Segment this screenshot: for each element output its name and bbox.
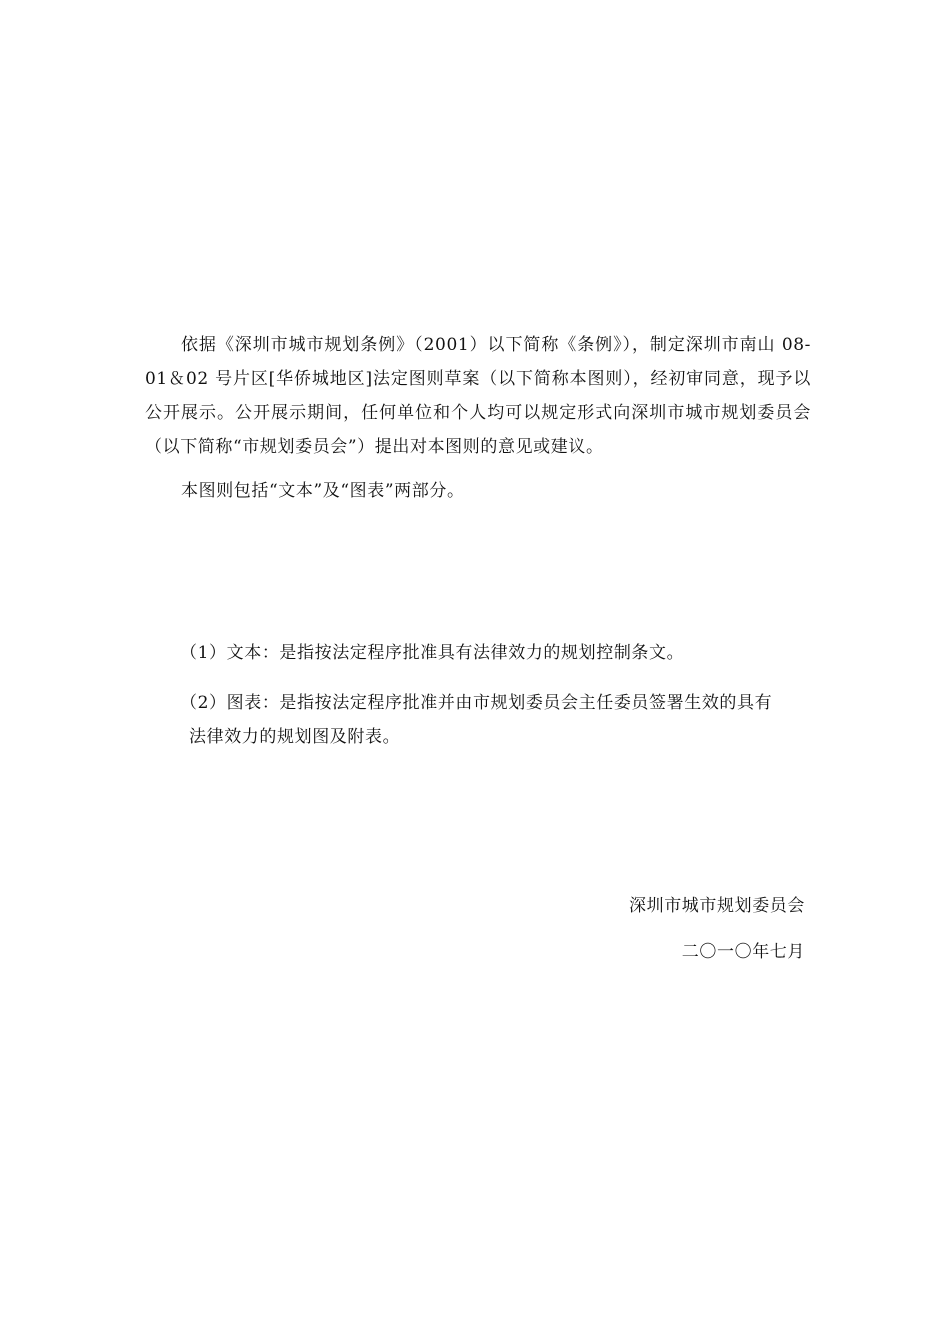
scope-paragraph: 本图则包括“文本”及“图表”两部分。	[181, 481, 465, 501]
definition-item-text: （1）文本：是指按法定程序批准具有法律效力的规划控制条文。	[180, 643, 685, 663]
intro-paragraph: 依据《深圳市城市规划条例》（2001）以下简称《条例》），制定深圳市南山 08-01＆02 号片区[华侨城地区]法定图则草案（以下简称本图则），经初审同意，现予以公开展示。公开展示期间，任何单位和个人均可以规定形式向深圳市城市规划委员会（以下简称“市规划委员会”）提出对本图则的意见或建议。	[145, 335, 811, 457]
definition-item-charts-line1: （2）图表：是指按法定程序批准并由市规划委员会主任委员签署生效的具有	[180, 693, 773, 713]
definition-item-charts	[180, 686, 812, 754]
signature-organization: 深圳市城市规划委员会	[629, 896, 805, 916]
signature-date: 二〇一〇年七月	[681, 942, 805, 962]
definition-item-charts-line2: 法律效力的规划图及附表。	[189, 727, 401, 747]
